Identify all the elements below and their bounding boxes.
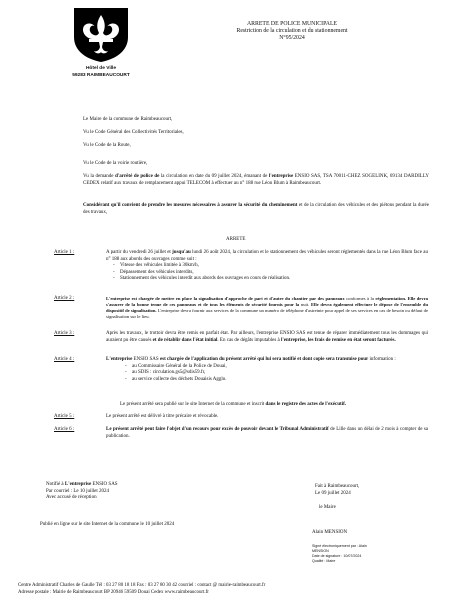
- article-3-body: Après les travaux, le trottoir devra être remis en parfait état. Par ailleurs, l'entreprise ENSIO SAS est tenue de réparer immédiatement tous les dommages qui auraient pu être causés et de rétablir dans l'état initial. En cas de dégâts imputables à l'entreprise, les frais de remise en état seront facturés.: [106, 331, 428, 343]
- list-item: - au service collecte des déchets Douaisis Agglo.: [132, 377, 428, 384]
- article-3-label: Article 3 :: [54, 331, 75, 336]
- notification-line-1: Notifié à L'entreprise ENSIO SAS: [46, 482, 118, 487]
- arrete-heading: ARRETE: [226, 237, 246, 242]
- online-publication: Publié en ligne sur le site Internet de la commune le 10 juillet 2024: [40, 522, 175, 527]
- footer-line-2: Adresse postale : Mairie de Raimbeaucourt BP 20946 59509 Douai Cedex www.raimbeaucourt.fr: [18, 589, 209, 595]
- article-5-label: Article 5 :: [54, 414, 75, 419]
- document-subtitle: Restriction de la circulation et du stationnement: [236, 28, 348, 34]
- signature-place-date: [315, 484, 359, 497]
- article-2-label: Article 2 :: [54, 296, 75, 301]
- article-1-text: A partir du vendredi 26 juillet et jusqu'au lundi 26 août 2024, la circulation et le stationnement des véhicules seront réglementés dans la rue Léon Blum face au n° 188 aux abords des ouvrages comme suit :: [106, 250, 428, 262]
- address-line-1: Hôtel de Ville: [85, 66, 117, 71]
- preamble-code-voirie: Vu le Code de la voirie routière,: [83, 161, 148, 166]
- notification-line-3: Avec accusé de réception: [46, 495, 97, 500]
- esign-line-1: Signé électroniquement par : Alain: [312, 544, 367, 548]
- esign-line-2: MENSION: [312, 549, 329, 553]
- article-2-body: L'entreprise est chargée de mettre en place la signalisation d'approche de part et d'autre du chantier par des panneaux conformes à la réglementation. Elle devra s'assurer de la bonne tenue de ces panneaux et de tous les éléments de sécurité fournis pour la nuit. Elle devra également effectuer le dépose de l'ensemble du dispositif de signalisation. L'entreprise devra fournir aux services de la commune un numéro de téléphone d'astreinte pour appel de ses services en cas de besoin ou défaut de signalisation sur le lieu.: [106, 296, 429, 319]
- article-6-label: Article 6 :: [54, 427, 75, 432]
- article-6-body: Le présent arrêté peut faire l'objet d'un recours pour excès de pouvoir devant le Tribunal Administratif de Lille dans un délai de 2 mois à compter de sa publication.: [106, 427, 428, 439]
- footer-line-1: Centre Administratif Charles de Gaulle Tél : 03 27 80 18 18 Fax : 03 27 80 30 42 courriel : contact @ mairie-raimbeaucourt.fr: [18, 583, 266, 588]
- notification-block: [46, 482, 186, 502]
- signature-date: Le 09 juillet 2024: [315, 490, 351, 496]
- list-item: - au SDIS : circulation.gs5@sdis59.fr,: [132, 370, 428, 377]
- esign-line-4: Qualité : Maire: [312, 559, 336, 563]
- list-item: - Dépassement des véhicules interdits,: [120, 270, 428, 277]
- list-item: - Vitesse des véhicules limitée à 30km/h,: [120, 263, 428, 270]
- preamble-mayor: Le Maire de la commune de Raimbeaucourt,: [83, 117, 173, 122]
- preamble-demande: Vu la demande d'arrêté de police de la circulation en date du 09 juillet 2024, émanant de l'entreprise ENSIO SAS, TSA 70011-CHEZ SOGELINK, 69134 DARDILLY CEDEX relatif aux travaux de remplacement appui TELECOM à effectuer au n° 188 rue Léon Blum à Raimbeaucourt.: [83, 174, 430, 186]
- footer: [18, 583, 438, 596]
- title-block: [222, 21, 362, 42]
- esign-line-3: Date de signature : 10/07/2024: [312, 554, 362, 558]
- article-1-label: Article 1 :: [54, 250, 75, 255]
- document-number: N°95/2024: [279, 35, 305, 41]
- preamble-considerant: Considérant qu'il convient de prendre les mesures nécessaires à assurer la sécurité du cheminement et de la circulation des véhicules et des piétons pendant la durée des travaux,: [83, 203, 429, 215]
- signature-role: le Maire: [319, 505, 336, 510]
- address-line-2: 59283 RAIMBEAUCOURT: [72, 73, 130, 78]
- publication-notice: Le présent arrêté sera publié sur le site Internet de la commune et inscrit dans le registre des actes de l'exécutif.: [120, 402, 346, 407]
- article-1-list: [106, 263, 428, 283]
- article-1-body: [106, 250, 428, 283]
- municipal-logo: [72, 7, 130, 63]
- electronic-signature: [312, 544, 367, 564]
- article-4-text: L'entreprise ENSIO SAS est chargée de l'application du présent arrêté qui lui sera notifié et dont copie sera transmise pour information :: [106, 357, 396, 362]
- article-4-body: [106, 357, 428, 383]
- signature-place: Fait à Raimbeaucourt,: [315, 484, 360, 489]
- preamble-code-route: Vu le Code de la Route,: [83, 143, 131, 148]
- fleur-de-lis-shield-icon: [72, 7, 130, 63]
- article-5-body: Le présent arrêté est délivré à titre précaire et révocable.: [106, 414, 219, 419]
- document-title: ARRETE DE POLICE MUNICIPALE: [246, 21, 338, 27]
- notification-line-2: Par courriel : Le 10 juillet 2024: [46, 488, 110, 494]
- signatory-name: Alain MENSION: [312, 530, 348, 535]
- article-4-list: [106, 364, 428, 384]
- preamble-cgct: Vu le Code Général des Collectivités Territoriales,: [83, 130, 184, 135]
- list-item: - Stationnement des véhicules interdit aux abords des ouvrages en cours de réalisation.: [120, 276, 428, 283]
- article-4-label: Article 4 :: [54, 357, 75, 362]
- list-item: - au Commissaire Général de la Police de Douai,: [132, 364, 428, 371]
